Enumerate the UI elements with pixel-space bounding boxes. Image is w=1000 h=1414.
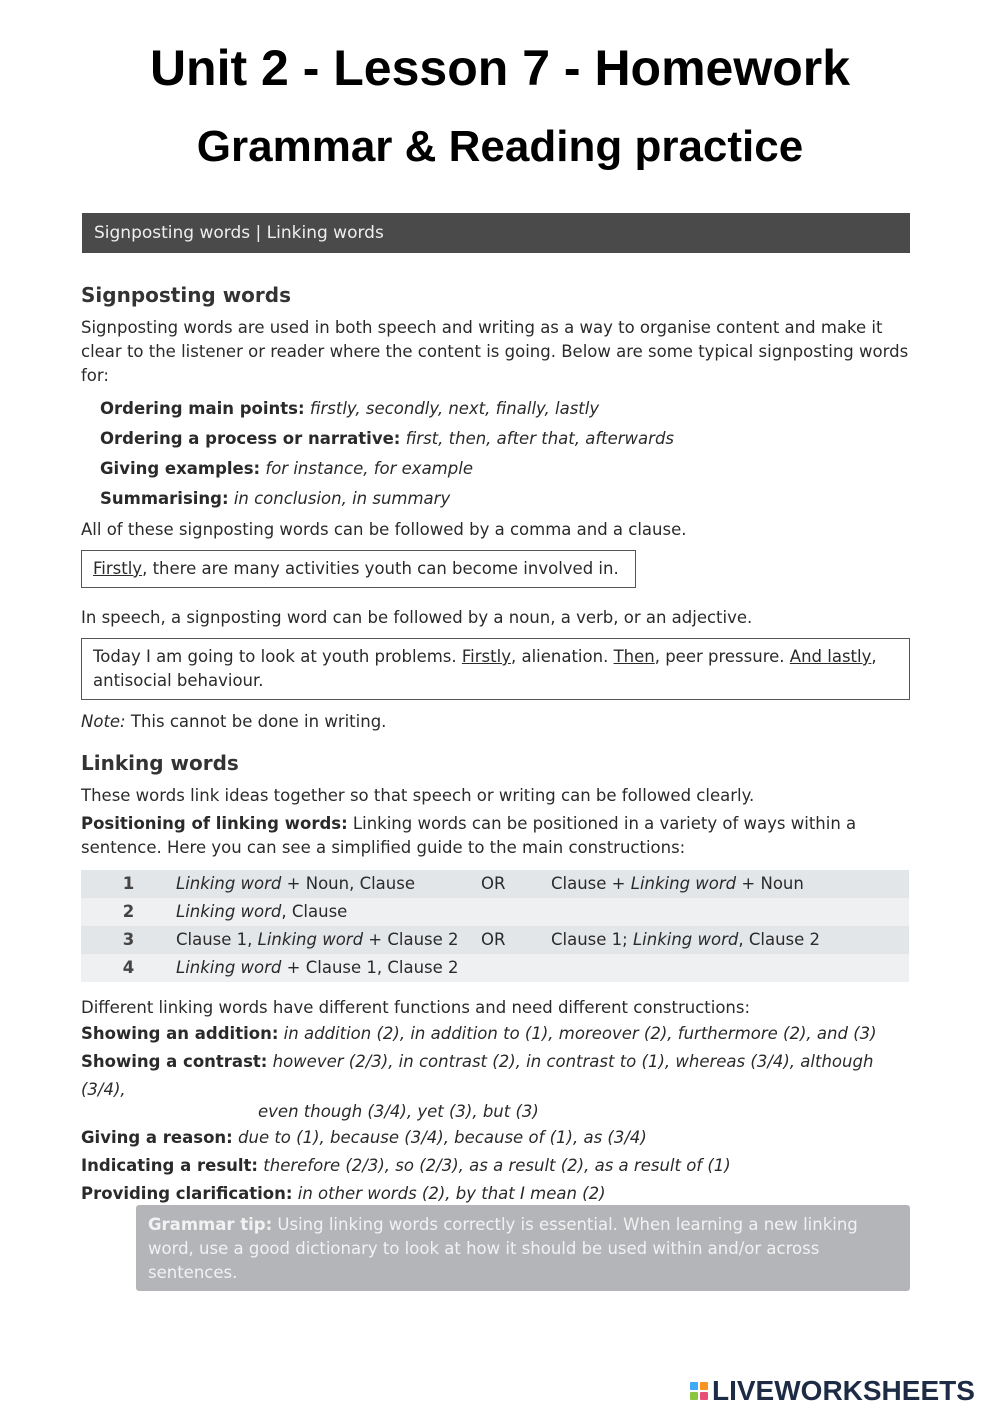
- or-label: [481, 954, 551, 982]
- table-row: [81, 954, 909, 982]
- logo-square: [690, 1382, 698, 1390]
- linking-word-italic: Linking word: [257, 930, 364, 949]
- example-text: Today I am going to look at youth problems.: [93, 647, 462, 666]
- constructions-table: [81, 870, 909, 982]
- construction-text: , Clause: [281, 902, 348, 921]
- function-item: [81, 1152, 911, 1180]
- note-text: This cannot be done in writing.: [125, 712, 387, 731]
- function-text-continued: even though (3/4), yet (3), but (3): [258, 1102, 539, 1121]
- signposting-list: [100, 394, 911, 514]
- page-subtitle: Grammar & Reading practice: [196, 122, 804, 171]
- construction-a: [176, 898, 481, 926]
- section-banner: Signposting words | Linking words: [82, 213, 910, 253]
- function-text: however (2/3), in contrast (2), in contrast to (1), whereas (3/4), although (3/4),: [81, 1052, 874, 1099]
- function-label: Giving a reason:: [81, 1128, 233, 1147]
- construction-a: [176, 954, 481, 982]
- item-examples: for instance, for example: [265, 459, 473, 478]
- construction-b: [551, 954, 909, 982]
- or-label: OR: [481, 874, 506, 893]
- positioning-paragraph: [81, 812, 911, 860]
- item-examples: firstly, secondly, next, finally, lastly: [309, 399, 600, 418]
- construction-text: Clause 1,: [176, 930, 258, 949]
- signposting-heading: Signposting words: [81, 283, 292, 307]
- item-label: Giving examples:: [100, 459, 261, 478]
- construction-text: + Noun: [736, 874, 804, 893]
- logo-square: [690, 1392, 698, 1400]
- logo-square: [700, 1382, 708, 1390]
- row-number: 3: [122, 930, 135, 949]
- item-examples: first, then, after that, afterwards: [405, 429, 675, 448]
- construction-text: , Clause 2: [738, 930, 821, 949]
- construction-b: [551, 870, 909, 898]
- item-label: Summarising:: [100, 489, 229, 508]
- logo-icon: [690, 1382, 708, 1400]
- tip-label: Grammar tip:: [148, 1215, 273, 1234]
- or-label: [481, 898, 551, 926]
- linking-word-italic: Linking word: [176, 902, 282, 921]
- writing-note: [81, 710, 911, 734]
- construction-b: [551, 898, 909, 926]
- tip-text: Using linking words correctly is essential. When learning a new linking word, use a good dictionary to look at how it should be used within and/or across sentences.: [148, 1215, 858, 1282]
- function-label: Showing a contrast:: [81, 1052, 268, 1071]
- construction-text: Clause 1;: [551, 930, 633, 949]
- example-box-writing: [81, 550, 636, 588]
- row-number: 2: [122, 902, 135, 921]
- row-number: 1: [122, 874, 135, 893]
- construction-text: + Noun, Clause: [281, 874, 415, 893]
- row-number: 4: [122, 958, 135, 977]
- or-label: OR: [481, 930, 506, 949]
- item-examples: in conclusion, in summary: [233, 489, 451, 508]
- linking-intro: These words link ideas together so that speech or writing can be followed clearly.: [81, 786, 755, 805]
- function-label: Providing clarification:: [81, 1184, 293, 1203]
- function-item: [81, 1020, 911, 1048]
- signposting-item: [100, 394, 911, 424]
- item-label: Ordering main points:: [100, 399, 305, 418]
- function-item: [81, 1048, 911, 1124]
- page-body: [81, 282, 911, 1208]
- function-label: Indicating a result:: [81, 1156, 259, 1175]
- linking-heading: Linking words: [81, 751, 239, 775]
- page-title: Unit 2 - Lesson 7 - Homework: [149, 40, 851, 96]
- logo-text: LIVEWORKSHEETS: [712, 1375, 975, 1406]
- underlined-word: Firstly: [93, 559, 143, 578]
- example-text: , alienation.: [510, 647, 614, 666]
- linking-word-italic: Linking word: [632, 930, 739, 949]
- underlined-word: And lastly: [789, 647, 872, 666]
- linking-word-italic: Linking word: [176, 958, 282, 977]
- linking-word-italic: Linking word: [630, 874, 737, 893]
- function-item: [81, 1180, 911, 1208]
- construction-b: [551, 926, 909, 954]
- function-label: Showing an addition:: [81, 1024, 279, 1043]
- function-text: in other words (2), by that I mean (2): [292, 1184, 606, 1203]
- speech-note: In speech, a signposting word can be followed by a noun, a verb, or an adjective.: [81, 608, 753, 627]
- functions-intro: Different linking words have different functions and need different constructions:: [81, 998, 751, 1017]
- signposting-item: [100, 454, 911, 484]
- table-row: [81, 926, 909, 954]
- example-box-speech: [81, 638, 910, 700]
- grammar-tip-box: [136, 1205, 910, 1291]
- example-text: , peer pressure.: [654, 647, 790, 666]
- liveworksheets-logo: [690, 1374, 975, 1408]
- function-text: in addition (2), in addition to (1), moreover (2), furthermore (2), and (3): [278, 1024, 877, 1043]
- signposting-item: [100, 484, 911, 514]
- signposting-intro: Signposting words are used in both speech and writing as a way to organise content and make it clear to the listener or reader where the content is going. Below are some typical signposting words for:: [81, 318, 909, 385]
- underlined-word: Firstly: [461, 647, 511, 666]
- comma-note: All of these signposting words can be followed by a comma and a clause.: [81, 520, 687, 539]
- signposting-item: [100, 424, 911, 454]
- logo-square: [700, 1392, 708, 1400]
- positioning-text: Linking words can be positioned in a variety of ways within a sentence. Here you can see a simplified guide to the main constructions:: [81, 814, 857, 857]
- table-row: [81, 870, 909, 898]
- positioning-label: Positioning of linking words:: [81, 814, 348, 833]
- table-row: [81, 898, 909, 926]
- function-text: due to (1), because (3/4), because of (1), as (3/4): [232, 1128, 647, 1147]
- note-label: Note:: [81, 712, 126, 731]
- underlined-word: Then: [613, 647, 655, 666]
- construction-text: + Clause 1, Clause 2: [281, 958, 459, 977]
- construction-a: [176, 870, 481, 898]
- example-text: , there are many activities youth can become involved in.: [142, 559, 619, 578]
- construction-text: Clause +: [551, 874, 631, 893]
- linking-word-italic: Linking word: [176, 874, 282, 893]
- construction-a: [176, 926, 481, 954]
- construction-text: + Clause 2: [363, 930, 459, 949]
- function-text: therefore (2/3), so (2/3), as a result (2), as a result of (1): [258, 1156, 731, 1175]
- example-text: , antisocial behaviour.: [93, 647, 877, 690]
- item-label: Ordering a process or narrative:: [100, 429, 401, 448]
- function-item: [81, 1124, 911, 1152]
